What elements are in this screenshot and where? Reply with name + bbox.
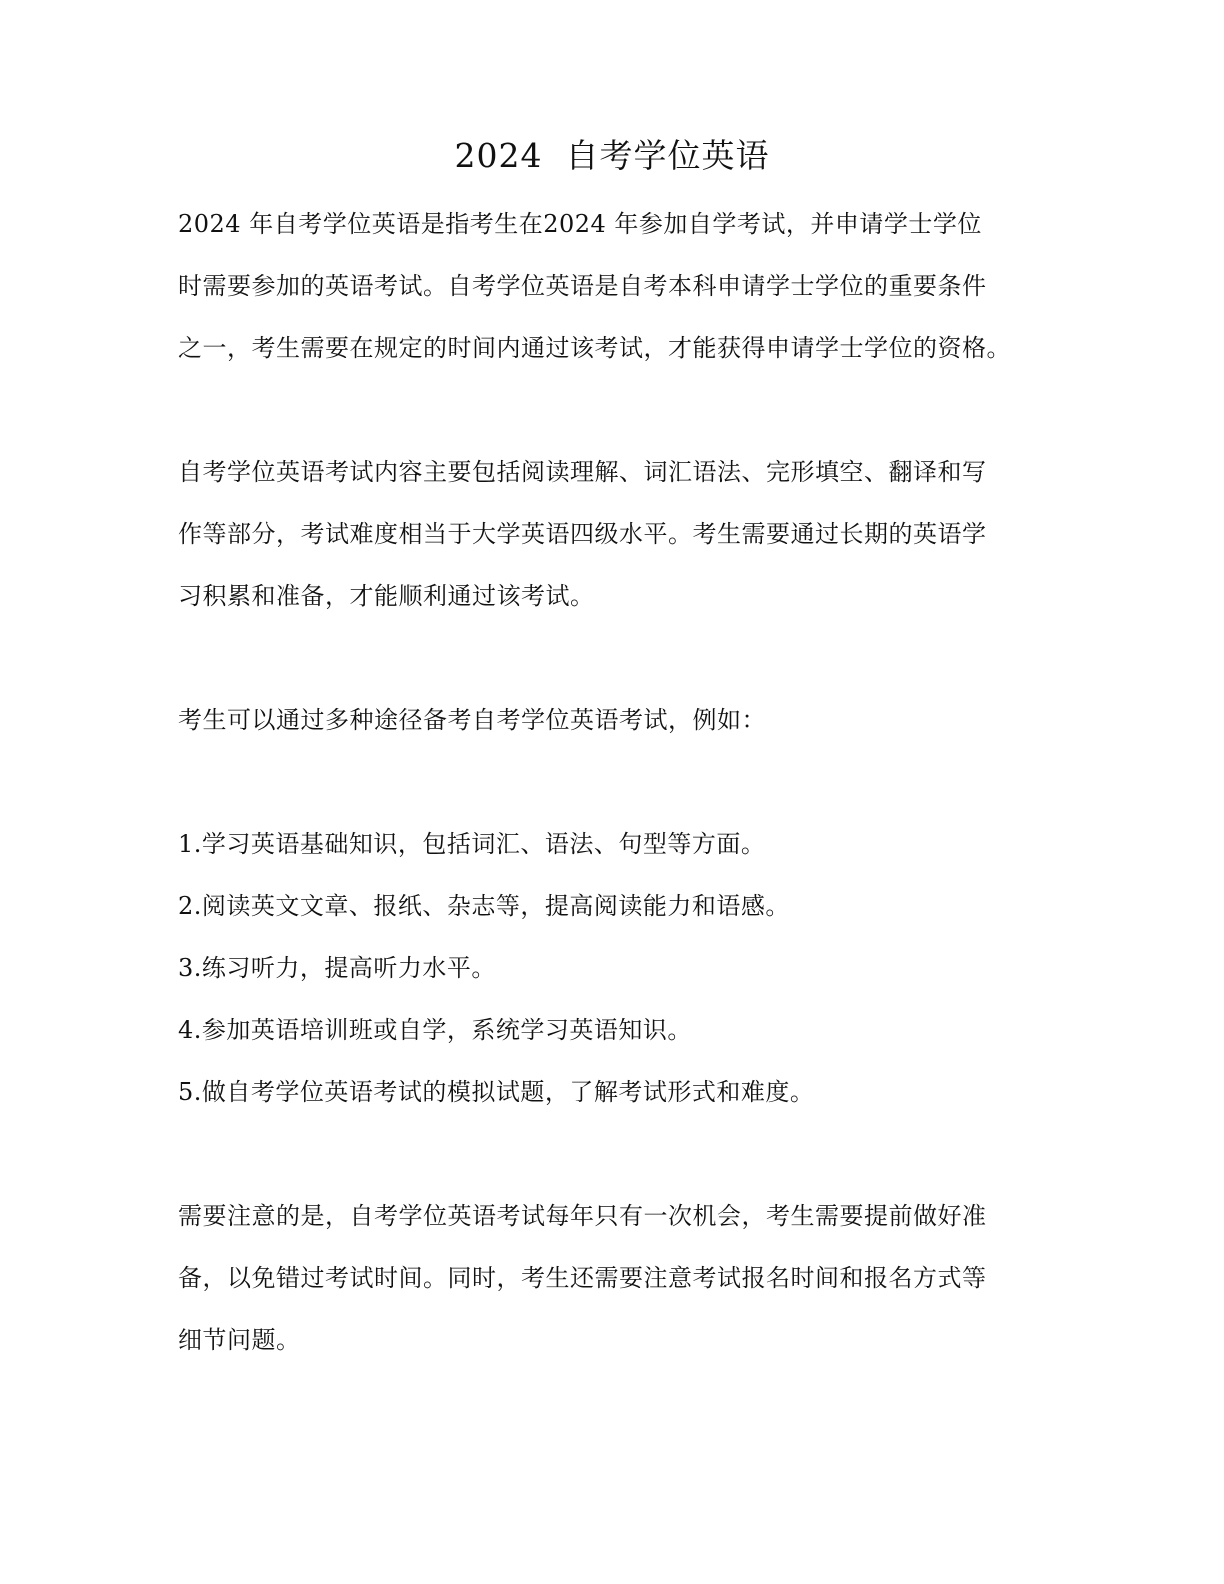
list-item-5: 5.做自考学位英语考试的模拟试题，了解考试形式和难度。 bbox=[178, 1078, 815, 1106]
list-item-1: 1.学习英语基础知识，包括词汇、语法、句型等方面。 bbox=[178, 830, 766, 858]
paragraph-2-line-2: 作等部分，考试难度相当于大学英语四级水平。考生需要通过长期的英语学 bbox=[178, 520, 987, 548]
paragraph-3: 考生可以通过多种途径备考自考学位英语考试，例如： bbox=[178, 706, 766, 734]
paragraph-4-line-1: 需要注意的是，自考学位英语考试每年只有一次机会，考生需要提前做好准 bbox=[178, 1202, 987, 1230]
list-item-3: 3.练习听力，提高听力水平。 bbox=[178, 954, 496, 982]
list-item-4: 4.参加英语培训班或自学，系统学习英语知识。 bbox=[178, 1016, 692, 1044]
paragraph-4-line-3: 细节问题。 bbox=[178, 1326, 301, 1354]
list-item-2: 2.阅读英文文章、报纸、杂志等，提高阅读能力和语感。 bbox=[178, 892, 790, 920]
paragraph-1-line-2: 时需要参加的英语考试。自考学位英语是自考本科申请学士学位的重要条件 bbox=[178, 272, 987, 300]
paragraph-1-line-1: 2024 年自考学位英语是指考生在2024 年参加自学考试，并申请学士学位 bbox=[178, 210, 982, 238]
paragraph-4-line-2: 备，以免错过考试时间。同时，考生还需要注意考试报名时间和报名方式等 bbox=[178, 1264, 987, 1292]
page-title: 2024 自考学位英语 bbox=[454, 136, 770, 175]
paragraph-1-line-3: 之一，考生需要在规定的时间内通过该考试，才能获得申请学士学位的资格。 bbox=[178, 334, 1011, 362]
paragraph-2-line-1: 自考学位英语考试内容主要包括阅读理解、词汇语法、完形填空、翻译和写 bbox=[178, 458, 987, 486]
paragraph-2-line-3: 习积累和准备，才能顺利通过该考试。 bbox=[178, 582, 595, 610]
